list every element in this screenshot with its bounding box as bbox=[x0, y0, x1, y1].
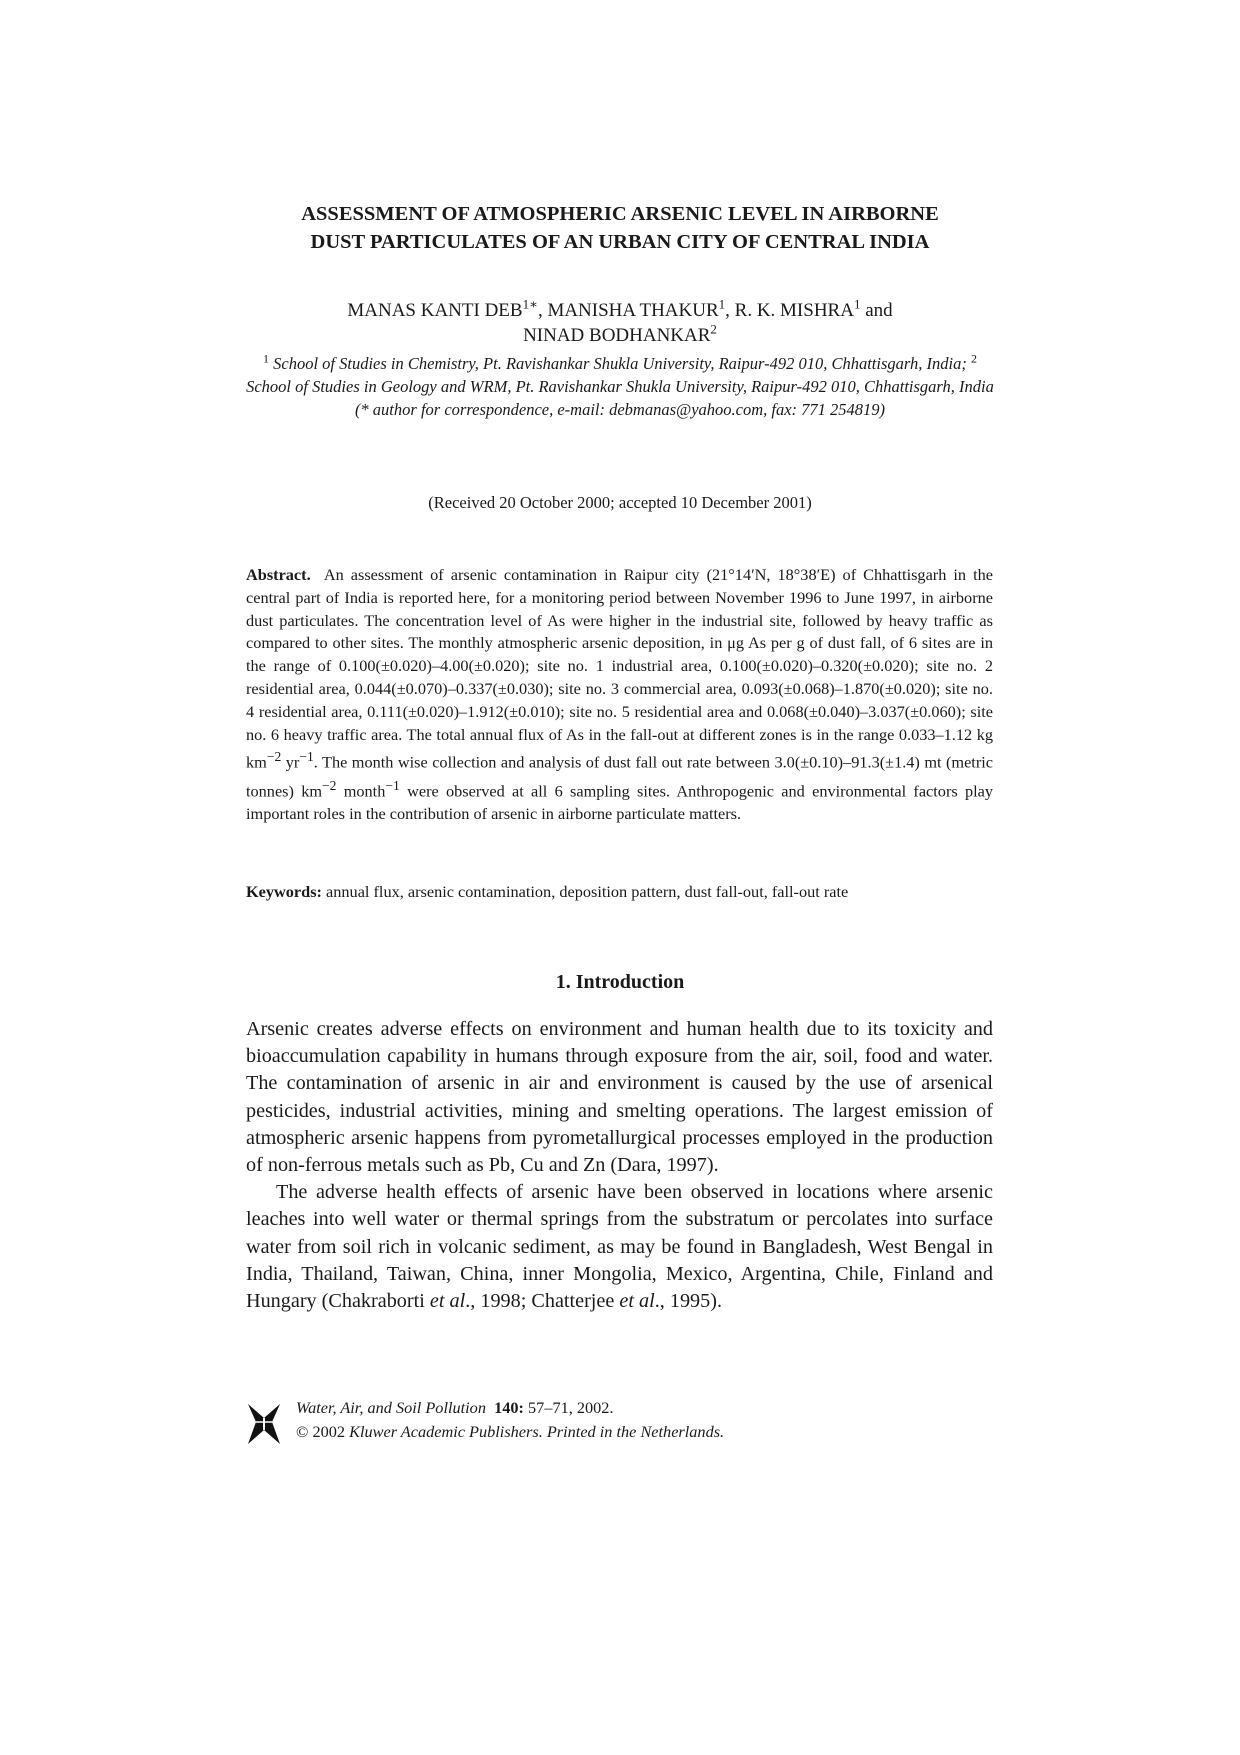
paragraph-2-text-c: ., 1995). bbox=[654, 1290, 723, 1313]
abstract bbox=[246, 564, 993, 826]
author-deb: MANAS KANTI DEB bbox=[347, 300, 523, 321]
author-bodhankar: NINAD BODHANKAR bbox=[523, 325, 711, 346]
author-deb-sup: 1∗ bbox=[522, 296, 538, 312]
author-thakur: , MANISHA THAKUR bbox=[537, 300, 719, 321]
abstract-sup-b: −1 bbox=[299, 749, 314, 765]
abstract-text-c: . The month wise collection and analysis of dust fall out rate between 3.0(±0.10)–91.3(±1.4) mt (metric tonnes) km bbox=[246, 752, 993, 801]
affiliations bbox=[245, 352, 995, 421]
keywords bbox=[246, 881, 993, 903]
journal-volume: 140: bbox=[494, 1398, 524, 1417]
paragraph-2 bbox=[246, 1179, 993, 1315]
paragraph-2-etal-2: et al bbox=[619, 1290, 655, 1313]
journal-name: Water, Air, and Soil Pollution bbox=[296, 1398, 486, 1417]
affil-sup-2: 2 bbox=[970, 351, 977, 366]
abstract-text: An assessment of arsenic contamination in Raipur city (21°14′N, 18°38′E) of Chhattisgarh in the central part of India is reported here, for a monitoring period between November 1996 to June 1997, in airborne dust particulates. The concentration level of As were higher in the industrial site, followed by heavy traffic as compared to other sites. The monthly atmospheric arsenic deposition, in μg As per g of dust fall, of 6 sites are in the range of 0.100(±0.020)–4.00(±0.020); site no. 1 industrial area, 0.100(±0.020)–0.320(±0.020); site no. 2 residential area, 0.044(±0.070)–0.337(±0.030); site no. 3 commercial area, 0.093(±0.068)–1.870(±0.020); site no. 4 residential area, 0.111(±0.020)–1.912(±0.010); site no. 5 residential area and 0.068(±0.040)–3.037(±0.060); site no. 6 heavy traffic area. The total annual flux of As in the fall-out at different zones is in the range 0.033–1.12 kg km bbox=[246, 565, 993, 772]
paragraph-2-etal-1: et al bbox=[429, 1290, 466, 1313]
body-text bbox=[246, 1016, 993, 1315]
author-line-2 bbox=[180, 323, 1060, 348]
section-heading-introduction: 1. Introduction bbox=[555, 971, 685, 993]
affil-sup-1: 1 bbox=[263, 351, 270, 366]
copyright-symbol: © 2002 bbox=[296, 1421, 350, 1441]
journal-citation bbox=[296, 1396, 724, 1420]
abstract-text-e: were observed at all 6 sampling sites. Anthropogenic and environmental factors play important roles in the contribution of arsenic in airborne particulate matters. bbox=[246, 781, 993, 823]
author-list bbox=[180, 298, 1060, 348]
author-bodhankar-sup: 2 bbox=[710, 321, 717, 337]
received-dates: (Received 20 October 2000; accepted 10 December 2001) bbox=[428, 493, 812, 512]
kluwer-logo-icon bbox=[246, 1402, 282, 1446]
footer-text bbox=[296, 1396, 724, 1443]
publisher-name: Kluwer Academic Publishers. Printed in the Netherlands. bbox=[349, 1421, 725, 1441]
affil-2: School of Studies in Geology and WRM, Pt. Ravishankar Shukla University, Raipur-492 010, Chhattisgarh, India bbox=[246, 377, 994, 396]
correspondence-note: (* author for correspondence, e-mail: debmanas@yahoo.com, fax: 771 254819) bbox=[354, 400, 886, 419]
journal-pages: 57–71, 2002. bbox=[528, 1398, 614, 1417]
affil-1: School of Studies in Chemistry, Pt. Ravishankar Shukla University, Raipur-492 010, Chhattisgarh, India; bbox=[269, 354, 971, 373]
paragraph-2-text-b: ., 1998; Chatterjee bbox=[465, 1290, 620, 1313]
keywords-label: Keywords: bbox=[246, 882, 322, 901]
copyright-line bbox=[296, 1420, 724, 1444]
affiliation-text bbox=[245, 352, 995, 398]
abstract-sup-d: −1 bbox=[385, 777, 400, 793]
paragraph-2-text-a: The adverse health effects of arsenic have been observed in locations where arsenic leaches into well water or thermal springs from the substratum or percolates into surface water from soil rich in volcanic sediment, as may be found in Bangladesh, West Bengal in India, Thailand, Taiwan, China, inner Mongolia, Mexico, Argentina, Chile, Finland and Hungary (Chakraborti bbox=[246, 1181, 993, 1313]
author-mishra: , R. K. MISHRA bbox=[725, 300, 854, 321]
abstract-sup-c: −2 bbox=[322, 777, 337, 793]
paper-title bbox=[180, 200, 1060, 256]
abstract-text-d: month bbox=[336, 781, 386, 801]
abstract-sup-a: −2 bbox=[266, 749, 282, 765]
author-and: and bbox=[860, 300, 893, 321]
author-mishra-sup: 1 bbox=[853, 296, 861, 312]
author-thakur-sup: 1 bbox=[718, 296, 726, 312]
author-line-1 bbox=[180, 298, 1060, 323]
keywords-text: annual flux, arsenic contamination, deposition pattern, dust fall-out, fall-out rate bbox=[326, 882, 849, 901]
paragraph-1: Arsenic creates adverse effects on environment and human health due to its toxicity and bioaccumulation capability in humans through exposure from the air, soil, food and water. The contamination of arsenic in air and environment is caused by the use of arsenical pesticides, industrial activities, mining and smelting operations. The largest emission of atmospheric arsenic happens from pyrometallurgical processes employed in the production of non-ferrous metals such as Pb, Cu and Zn (Dara, 1997). bbox=[246, 1018, 993, 1177]
title-line-1: ASSESSMENT OF ATMOSPHERIC ARSENIC LEVEL IN AIRBORNE bbox=[301, 203, 939, 225]
abstract-label: Abstract. bbox=[246, 565, 311, 584]
title-line-2: DUST PARTICULATES OF AN URBAN CITY OF CENTRAL INDIA bbox=[310, 231, 930, 253]
journal-footer bbox=[246, 1396, 993, 1452]
abstract-text-b: yr bbox=[281, 752, 300, 772]
